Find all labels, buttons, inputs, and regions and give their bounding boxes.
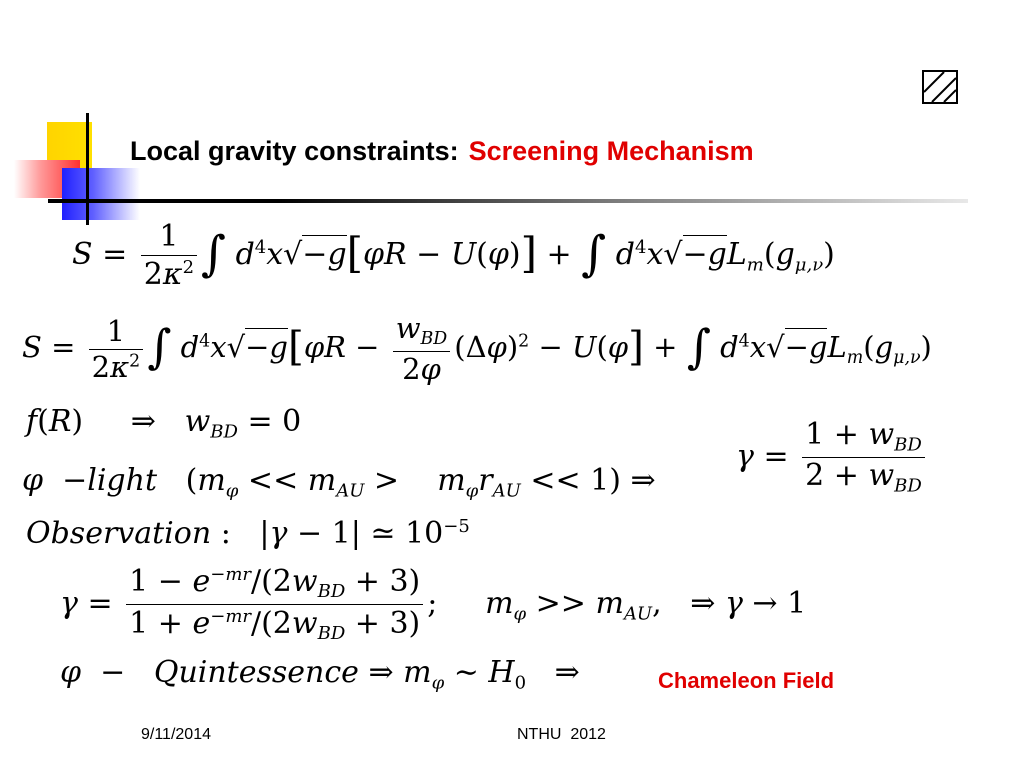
chameleon-field-note: Chameleon Field bbox=[658, 668, 835, 693]
action-equation-1 bbox=[72, 219, 835, 292]
light-field-equation bbox=[22, 463, 656, 502]
eq6-formula: γ = $\frac{1 - e^{-mr}/(2w_{BD} + 3)}{1 + e^{-mr}/(2w_{BD} + 3)}$ ; $m_\varphi >> m_{AU}$, ⇒ γ → 1 bbox=[60, 563, 807, 645]
observation-equation bbox=[26, 515, 470, 551]
eq4-formula: φ −light ($m_\varphi << m_{AU}$ > $m_\varphi r_{AU} << 1$) ⇒ bbox=[22, 463, 656, 502]
quintessence-equation bbox=[60, 655, 580, 694]
title-accent: Screening Mechanism bbox=[468, 136, 754, 166]
decor-vertical-line bbox=[86, 113, 89, 225]
eq5-formula: Observation : |γ − 1| ≃ $10^{-5}$ bbox=[26, 515, 470, 551]
fR-equation bbox=[26, 404, 302, 443]
gamma-ppn-equation bbox=[736, 417, 929, 497]
hatched-box-icon bbox=[922, 70, 958, 104]
eq7-formula: φ − Quintessence ⇒ $m_\varphi$ ∼ $H_0$ ⇒ bbox=[60, 655, 580, 694]
footer-center: NTHU 2012 bbox=[517, 726, 606, 743]
decor-blue-square bbox=[62, 168, 140, 220]
eq3-formula: f(R) ⇒ $w_{BD} = 0$ bbox=[26, 404, 302, 443]
title-underline bbox=[48, 199, 968, 203]
gamma-mass-equation bbox=[60, 563, 807, 645]
eq2-formula: S = $\frac{1}{2\kappa^2}$ ∫ $d^4x√-g[\varphi R$ − $\frac{w_{BD}}{2\varphi}$ $(\Delta\varphi)^2 - U(\varphi]$ + ∫ $d^4x√-gL_m(g_{\mu,\nu})$ bbox=[22, 311, 932, 387]
eq4b-formula: γ = $\frac{1 + w_{BD}}{2 + w_{BD}}$ bbox=[736, 439, 929, 474]
action-equation-2 bbox=[22, 311, 932, 387]
footer-date: 9/11/2014 bbox=[141, 726, 211, 743]
slide-title bbox=[130, 136, 754, 167]
eq1-formula: S = $\frac{1}{2\kappa^2}$ ∫ $d^4x√-g[\varphi R - U(\varphi)]$ + ∫ $d^4x√-gL_m(g_{\mu,\nu})$ bbox=[72, 219, 835, 292]
title-main: Local gravity constraints: bbox=[130, 136, 459, 166]
